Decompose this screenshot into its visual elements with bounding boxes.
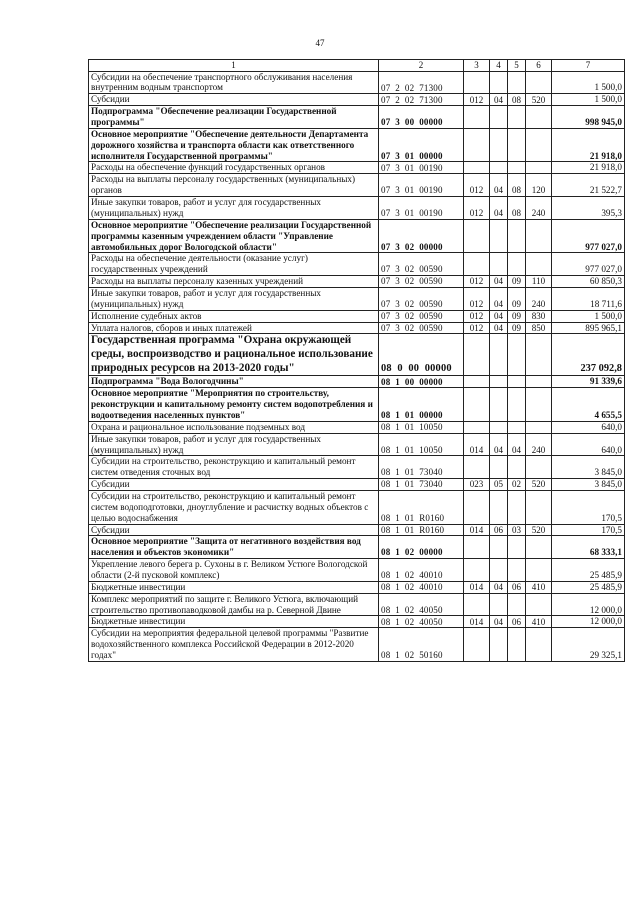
row-subsection-cell [508, 388, 526, 422]
row-name-cell: Основное мероприятие "Защита от негативного воздействия вод населения и объектов экономики" [89, 536, 379, 559]
table-row [89, 334, 625, 376]
row-ministry-cell: 012 [464, 310, 490, 322]
row-section-cell [490, 559, 508, 582]
row-name-cell: Расходы на обеспечение деятельности (оказание услуг) государственных учреждений [89, 253, 379, 276]
table-row [89, 479, 625, 491]
row-subsection-cell [508, 376, 526, 388]
row-ministry-cell: 012 [464, 287, 490, 310]
row-code-cell: 08 1 01 73040 [379, 479, 464, 491]
row-name-cell: Охрана и рациональное использование подземных вод [89, 421, 379, 433]
row-code-cell: 07 3 01 00190 [379, 197, 464, 220]
row-code-cell: 08 1 01 10050 [379, 421, 464, 433]
row-name-cell: Комплекс мероприятий по защите г. Великого Устюга, включающий строительство противопаводковой дамбы на р. Северной Двине [89, 593, 379, 616]
row-expense-type-cell [526, 421, 552, 433]
row-section-cell: 04 [490, 581, 508, 593]
row-name-cell: Уплата налогов, сборов и иных платежей [89, 322, 379, 334]
row-name-cell: Основное мероприятие "Обеспечение реализации Государственной программы казенным учреждением области "Управление автомобильных дорог Вологодской области" [89, 219, 379, 253]
row-name-cell: Основное мероприятие "Обеспечение деятельности Департамента дорожного хозяйства и транспорта области как ответственного исполнителя Государственной программы" [89, 128, 379, 162]
row-code-cell: 08 1 01 R0160 [379, 524, 464, 536]
header-cell: 4 [490, 60, 508, 72]
page-number: 47 [315, 38, 325, 48]
table-row [89, 162, 625, 174]
row-expense-type-cell: 110 [526, 276, 552, 288]
row-expense-type-cell [526, 106, 552, 129]
row-name-cell: Бюджетные инвестиции [89, 581, 379, 593]
row-ministry-cell: 023 [464, 479, 490, 491]
row-section-cell [490, 536, 508, 559]
row-amount-cell: 60 850,3 [552, 276, 625, 288]
table-row [89, 536, 625, 559]
row-section-cell [490, 421, 508, 433]
row-subsection-cell [508, 559, 526, 582]
row-amount-cell: 12 000,0 [552, 616, 625, 628]
row-amount-cell: 895 965,1 [552, 322, 625, 334]
row-amount-cell: 977 027,0 [552, 219, 625, 253]
row-code-cell: 08 1 01 R0160 [379, 490, 464, 524]
row-expense-type-cell [526, 388, 552, 422]
header-row [89, 60, 625, 72]
row-expense-type-cell [526, 162, 552, 174]
row-name-cell: Подпрограмма "Вода Вологодчины" [89, 376, 379, 388]
row-ministry-cell [464, 456, 490, 479]
row-amount-cell: 170,5 [552, 524, 625, 536]
row-subsection-cell [508, 421, 526, 433]
row-name-cell: Государственная программа "Охрана окружающей среды, воспроизводство и рациональное использование природных ресурсов на 2013-2020 годы" [89, 334, 379, 376]
row-subsection-cell [508, 536, 526, 559]
budget-table [88, 59, 625, 662]
row-subsection-cell [508, 628, 526, 662]
row-section-cell [490, 106, 508, 129]
table-row [89, 219, 625, 253]
row-ministry-cell [464, 628, 490, 662]
row-code-cell: 08 1 01 00000 [379, 388, 464, 422]
row-amount-cell: 18 711,6 [552, 287, 625, 310]
row-amount-cell: 640,0 [552, 421, 625, 433]
row-section-cell: 04 [490, 276, 508, 288]
row-expense-type-cell: 120 [526, 174, 552, 197]
table-body [89, 71, 625, 661]
row-section-cell: 04 [490, 94, 508, 106]
row-code-cell: 07 3 02 00590 [379, 276, 464, 288]
table-row [89, 490, 625, 524]
row-expense-type-cell: 240 [526, 287, 552, 310]
row-ministry-cell [464, 536, 490, 559]
row-ministry-cell [464, 128, 490, 162]
row-section-cell: 04 [490, 287, 508, 310]
row-subsection-cell [508, 334, 526, 376]
row-subsection-cell: 08 [508, 94, 526, 106]
header-cell: 7 [552, 60, 625, 72]
header-cell: 2 [379, 60, 464, 72]
row-section-cell: 04 [490, 197, 508, 220]
row-subsection-cell [508, 593, 526, 616]
row-expense-type-cell [526, 593, 552, 616]
table-row [89, 253, 625, 276]
row-code-cell: 08 0 00 00000 [379, 334, 464, 376]
table-row [89, 197, 625, 220]
row-subsection-cell: 02 [508, 479, 526, 491]
row-subsection-cell: 08 [508, 174, 526, 197]
row-amount-cell: 1 500,0 [552, 310, 625, 322]
row-section-cell [490, 71, 508, 94]
row-ministry-cell [464, 376, 490, 388]
row-expense-type-cell [526, 536, 552, 559]
row-expense-type-cell [526, 628, 552, 662]
row-ministry-cell: 012 [464, 276, 490, 288]
row-amount-cell: 640,0 [552, 433, 625, 456]
row-expense-type-cell [526, 376, 552, 388]
row-code-cell: 07 3 02 00590 [379, 310, 464, 322]
row-ministry-cell: 014 [464, 616, 490, 628]
row-expense-type-cell [526, 128, 552, 162]
row-ministry-cell [464, 334, 490, 376]
row-subsection-cell [508, 219, 526, 253]
row-subsection-cell: 09 [508, 287, 526, 310]
row-section-cell [490, 128, 508, 162]
row-expense-type-cell: 850 [526, 322, 552, 334]
row-code-cell: 08 1 01 10050 [379, 433, 464, 456]
row-amount-cell: 21 918,0 [552, 128, 625, 162]
row-amount-cell: 395,3 [552, 197, 625, 220]
row-amount-cell: 170,5 [552, 490, 625, 524]
row-ministry-cell [464, 559, 490, 582]
row-ministry-cell: 012 [464, 174, 490, 197]
row-subsection-cell: 03 [508, 524, 526, 536]
table-row [89, 322, 625, 334]
table-row [89, 174, 625, 197]
row-amount-cell: 4 655,5 [552, 388, 625, 422]
row-code-cell: 07 3 02 00590 [379, 253, 464, 276]
row-name-cell: Бюджетные инвестиции [89, 616, 379, 628]
row-subsection-cell [508, 106, 526, 129]
row-name-cell: Иные закупки товаров, работ и услуг для государственных (муниципальных) нужд [89, 287, 379, 310]
row-amount-cell: 21 522,7 [552, 174, 625, 197]
row-code-cell: 07 3 02 00590 [379, 322, 464, 334]
row-expense-type-cell: 520 [526, 524, 552, 536]
row-section-cell: 04 [490, 174, 508, 197]
table-row [89, 276, 625, 288]
row-amount-cell: 91 339,6 [552, 376, 625, 388]
table-row [89, 287, 625, 310]
table-row [89, 593, 625, 616]
row-code-cell: 08 1 02 40050 [379, 616, 464, 628]
row-code-cell: 07 3 01 00190 [379, 162, 464, 174]
row-section-cell [490, 219, 508, 253]
row-subsection-cell: 06 [508, 581, 526, 593]
row-ministry-cell: 012 [464, 94, 490, 106]
table-row [89, 388, 625, 422]
row-ministry-cell: 012 [464, 322, 490, 334]
row-amount-cell: 1 500,0 [552, 71, 625, 94]
table-row [89, 421, 625, 433]
row-name-cell: Субсидии [89, 479, 379, 491]
row-name-cell: Иные закупки товаров, работ и услуг для государственных (муниципальных) нужд [89, 433, 379, 456]
row-ministry-cell [464, 71, 490, 94]
row-expense-type-cell: 410 [526, 581, 552, 593]
row-name-cell: Субсидии на обеспечение транспортного обслуживания населения внутренним водным транспортом [89, 71, 379, 94]
row-section-cell: 04 [490, 310, 508, 322]
row-section-cell [490, 628, 508, 662]
row-section-cell: 04 [490, 322, 508, 334]
row-name-cell: Субсидии на строительство, реконструкцию и капитальный ремонт систем водоподготовки, дноуглубление и расчистку водных объектов с целью водоснабжения [89, 490, 379, 524]
row-name-cell: Исполнение судебных актов [89, 310, 379, 322]
row-expense-type-cell [526, 71, 552, 94]
row-code-cell: 08 1 02 40010 [379, 559, 464, 582]
row-code-cell: 08 1 02 40010 [379, 581, 464, 593]
table-row [89, 376, 625, 388]
row-ministry-cell [464, 219, 490, 253]
row-name-cell: Субсидии на строительство, реконструкцию и капитальный ремонт систем отведения сточных вод [89, 456, 379, 479]
row-name-cell: Расходы на выплаты персоналу государственных (муниципальных) органов [89, 174, 379, 197]
row-expense-type-cell [526, 334, 552, 376]
row-subsection-cell [508, 456, 526, 479]
row-code-cell: 07 3 00 00000 [379, 106, 464, 129]
row-expense-type-cell: 240 [526, 433, 552, 456]
row-subsection-cell: 09 [508, 310, 526, 322]
row-section-cell [490, 593, 508, 616]
row-amount-cell: 977 027,0 [552, 253, 625, 276]
row-ministry-cell [464, 421, 490, 433]
row-ministry-cell: 014 [464, 581, 490, 593]
row-code-cell: 07 3 01 00190 [379, 174, 464, 197]
row-expense-type-cell [526, 490, 552, 524]
row-amount-cell: 998 945,0 [552, 106, 625, 129]
row-subsection-cell [508, 71, 526, 94]
row-code-cell: 08 1 00 00000 [379, 376, 464, 388]
row-code-cell: 07 2 02 71300 [379, 94, 464, 106]
table-row [89, 616, 625, 628]
header-cell: 3 [464, 60, 490, 72]
table-row [89, 581, 625, 593]
row-name-cell: Укрепление левого берега р. Сухоны в г. Великом Устюге Вологодской области (2-й пусковой комплекс) [89, 559, 379, 582]
table-row [89, 456, 625, 479]
row-expense-type-cell [526, 219, 552, 253]
row-code-cell: 08 1 02 50160 [379, 628, 464, 662]
row-section-cell: 05 [490, 479, 508, 491]
row-ministry-cell: 014 [464, 524, 490, 536]
row-expense-type-cell: 520 [526, 479, 552, 491]
row-amount-cell: 1 500,0 [552, 94, 625, 106]
row-ministry-cell [464, 253, 490, 276]
row-name-cell: Субсидии [89, 524, 379, 536]
row-amount-cell: 68 333,1 [552, 536, 625, 559]
header-cell: 6 [526, 60, 552, 72]
table-row [89, 524, 625, 536]
row-name-cell: Иные закупки товаров, работ и услуг для государственных (муниципальных) нужд [89, 197, 379, 220]
row-section-cell [490, 490, 508, 524]
row-expense-type-cell: 240 [526, 197, 552, 220]
row-section-cell: 04 [490, 433, 508, 456]
row-code-cell: 08 1 02 40050 [379, 593, 464, 616]
row-name-cell: Расходы на выплаты персоналу казенных учреждений [89, 276, 379, 288]
table-row [89, 310, 625, 322]
row-code-cell: 07 3 01 00000 [379, 128, 464, 162]
row-section-cell [490, 456, 508, 479]
row-expense-type-cell [526, 456, 552, 479]
row-amount-cell: 12 000,0 [552, 593, 625, 616]
row-code-cell: 07 2 02 71300 [379, 71, 464, 94]
row-ministry-cell [464, 388, 490, 422]
row-ministry-cell [464, 162, 490, 174]
row-subsection-cell [508, 253, 526, 276]
row-ministry-cell [464, 106, 490, 129]
row-code-cell: 08 1 01 73040 [379, 456, 464, 479]
row-subsection-cell: 08 [508, 197, 526, 220]
row-section-cell [490, 162, 508, 174]
header-cell: 1 [89, 60, 379, 72]
row-name-cell: Подпрограмма "Обеспечение реализации Государственной программы" [89, 106, 379, 129]
row-section-cell [490, 253, 508, 276]
row-subsection-cell: 06 [508, 616, 526, 628]
table-row [89, 94, 625, 106]
row-amount-cell: 25 485,9 [552, 581, 625, 593]
row-section-cell: 04 [490, 616, 508, 628]
row-expense-type-cell: 410 [526, 616, 552, 628]
row-section-cell [490, 376, 508, 388]
row-expense-type-cell [526, 559, 552, 582]
table-row [89, 71, 625, 94]
table-row [89, 433, 625, 456]
table-row [89, 559, 625, 582]
row-ministry-cell [464, 490, 490, 524]
row-code-cell: 07 3 02 00000 [379, 219, 464, 253]
row-amount-cell: 3 845,0 [552, 456, 625, 479]
row-name-cell: Субсидии [89, 94, 379, 106]
table-row [89, 106, 625, 129]
row-section-cell [490, 388, 508, 422]
row-expense-type-cell: 830 [526, 310, 552, 322]
row-subsection-cell: 09 [508, 276, 526, 288]
table-row [89, 128, 625, 162]
row-name-cell: Расходы на обеспечение функций государственных органов [89, 162, 379, 174]
row-ministry-cell: 012 [464, 197, 490, 220]
row-subsection-cell [508, 128, 526, 162]
row-subsection-cell: 09 [508, 322, 526, 334]
row-section-cell: 06 [490, 524, 508, 536]
row-ministry-cell: 014 [464, 433, 490, 456]
row-amount-cell: 21 918,0 [552, 162, 625, 174]
row-amount-cell: 3 845,0 [552, 479, 625, 491]
row-section-cell [490, 334, 508, 376]
table-row [89, 628, 625, 662]
row-amount-cell: 25 485,9 [552, 559, 625, 582]
row-code-cell: 07 3 02 00590 [379, 287, 464, 310]
header-cell: 5 [508, 60, 526, 72]
row-subsection-cell [508, 490, 526, 524]
row-name-cell: Субсидии на мероприятия федеральной целевой программы "Развитие водохозяйственного комплекса Российской Федерации в 2012-2020 годах" [89, 628, 379, 662]
row-expense-type-cell: 520 [526, 94, 552, 106]
row-subsection-cell [508, 162, 526, 174]
row-name-cell: Основное мероприятие "Мероприятия по строительству, реконструкции и капитальному ремонту систем водопотребления и водоотведения населенных пунктов" [89, 388, 379, 422]
row-code-cell: 08 1 02 00000 [379, 536, 464, 559]
row-ministry-cell [464, 593, 490, 616]
row-amount-cell: 237 092,8 [552, 334, 625, 376]
row-amount-cell: 29 325,1 [552, 628, 625, 662]
row-expense-type-cell [526, 253, 552, 276]
row-subsection-cell: 04 [508, 433, 526, 456]
